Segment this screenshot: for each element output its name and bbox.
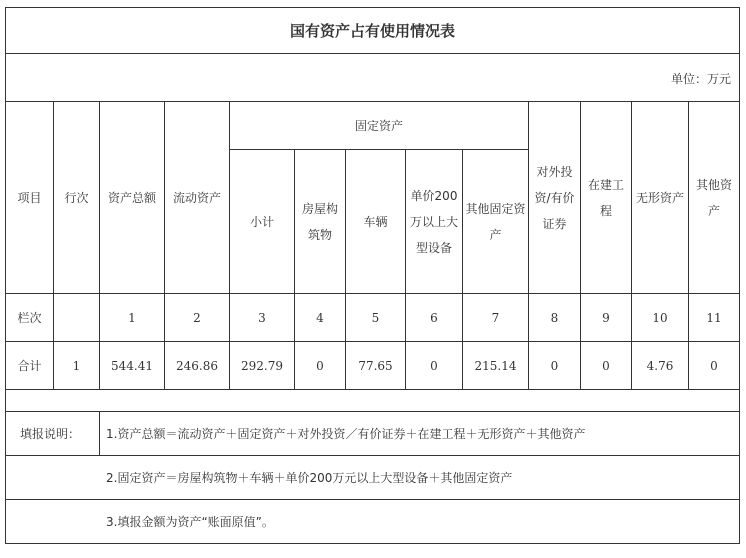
total-value: 0 — [406, 342, 463, 390]
total-value: 4.76 — [632, 342, 689, 390]
header-line-no: 行次 — [54, 102, 100, 294]
column-row-empty — [54, 294, 100, 342]
column-row-label: 栏次 — [6, 294, 54, 342]
asset-table — [5, 7, 740, 544]
total-value: 0 — [689, 342, 740, 390]
column-number: 3 — [230, 294, 295, 342]
notes-label: 填报说明： — [6, 412, 100, 456]
column-number: 2 — [165, 294, 230, 342]
header-item: 项目 — [6, 102, 54, 294]
header-investment: 对外投资/有价证券 — [529, 102, 581, 294]
column-number: 7 — [463, 294, 529, 342]
column-number: 11 — [689, 294, 740, 342]
total-value: 544.41 — [100, 342, 165, 390]
header-fixed-assets: 固定资产 — [230, 102, 529, 150]
column-number: 10 — [632, 294, 689, 342]
total-row-line-no: 1 — [54, 342, 100, 390]
header-construction: 在建工程 — [581, 102, 632, 294]
total-value: 246.86 — [165, 342, 230, 390]
header-buildings: 房屋构筑物 — [295, 150, 346, 294]
column-number: 5 — [346, 294, 406, 342]
total-value: 77.65 — [346, 342, 406, 390]
header-equipment: 单价200万以上大型设备 — [406, 150, 463, 294]
header-intangible: 无形资产 — [632, 102, 689, 294]
note-item-1: 1.资产总额＝流动资产＋固定资产＋对外投资／有价证券＋在建工程＋无形资产＋其他资产 — [100, 412, 740, 456]
spacer-row — [6, 390, 740, 412]
total-value: 0 — [581, 342, 632, 390]
header-current-assets: 流动资产 — [165, 102, 230, 294]
total-value: 292.79 — [230, 342, 295, 390]
column-number: 4 — [295, 294, 346, 342]
total-value: 215.14 — [463, 342, 529, 390]
header-total-assets: 资产总额 — [100, 102, 165, 294]
header-other-assets: 其他资产 — [689, 102, 740, 294]
column-number: 8 — [529, 294, 581, 342]
total-value: 0 — [295, 342, 346, 390]
note-item-2: 2.固定资产＝房屋构筑物＋车辆＋单价200万元以上大型设备＋其他固定资产 — [6, 456, 740, 500]
total-value: 0 — [529, 342, 581, 390]
total-row-label: 合计 — [6, 342, 54, 390]
column-number: 1 — [100, 294, 165, 342]
column-number: 9 — [581, 294, 632, 342]
column-number: 6 — [406, 294, 463, 342]
header-other-fixed: 其他固定资产 — [463, 150, 529, 294]
table-title: 国有资产占有使用情况表 — [6, 8, 740, 54]
unit-label: 单位：万元 — [6, 54, 740, 102]
header-subtotal: 小计 — [230, 150, 295, 294]
header-vehicles: 车辆 — [346, 150, 406, 294]
note-item-3: 3.填报金额为资产“账面原值”。 — [6, 500, 740, 544]
